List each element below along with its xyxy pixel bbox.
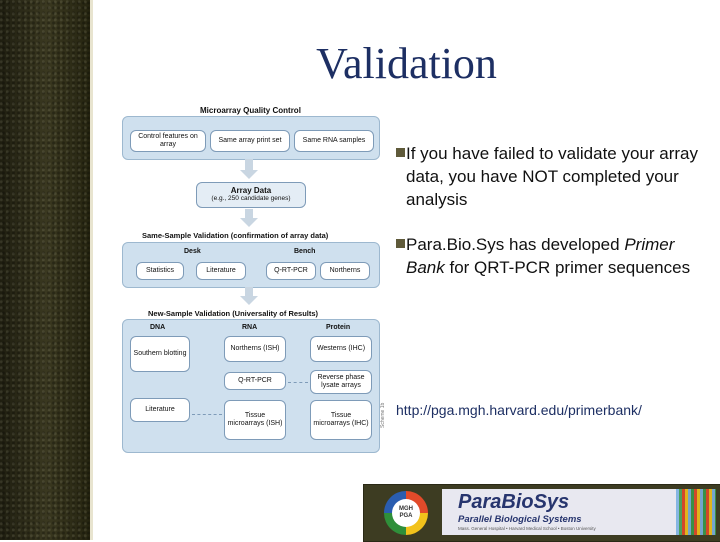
new-sample-title: New-Sample Validation (Universality of Results) (148, 309, 319, 318)
qc-box-rna-samples: Same RNA samples (294, 130, 374, 152)
flow-arrow-2 (240, 218, 258, 227)
protein-tissue-microarrays-box: Tissue microarrays (IHC) (310, 400, 372, 440)
parabiosys-affiliations: Mass. General Hospital • Harvard Medical School • Boston University (458, 526, 596, 531)
data-pattern-graphic (676, 489, 716, 535)
array-data-example: (e.g., 250 candidate genes) (211, 195, 291, 202)
rna-tissue-microarrays-box: Tissue microarrays (ISH) (224, 400, 286, 440)
bullet-list (396, 142, 716, 301)
parabiosys-wordmark (442, 489, 682, 535)
rna-qrt-pcr-box: Q-RT-PCR (224, 372, 286, 390)
decorative-left-band (0, 0, 93, 540)
bullet-text-1: If you have failed to validate your array data, you have NOT completed your analysis (406, 144, 698, 209)
rna-column-label: RNA (242, 324, 258, 331)
qc-box-print-set: Same array print set (210, 130, 290, 152)
protein-column-label: Protein (326, 324, 351, 331)
primer-bank-emphasis: Primer Bank (406, 235, 675, 277)
bullet-2-suffix: for QRT-PCR primer sequences (444, 258, 691, 277)
qc-box-control-features: Control features on array (130, 130, 206, 152)
dna-literature-box: Literature (130, 398, 190, 422)
bullet-marker (396, 148, 405, 157)
northerns-box: Northerns (320, 262, 370, 280)
protein-westerns-box: Westerns (IHC) (310, 336, 372, 362)
qrt-pcr-box: Q-RT-PCR (266, 262, 316, 280)
slide-title: Validation (316, 39, 497, 88)
statistics-box: Statistics (136, 262, 184, 280)
figure-credit: Scheme 1b (380, 402, 386, 428)
rna-protein-divider (288, 382, 308, 383)
primerbank-link[interactable]: http://pga.mgh.harvard.edu/primerbank/ (396, 402, 642, 418)
dna-column-label: DNA (150, 324, 166, 331)
mgh-pga-logo-text (392, 499, 420, 527)
bullet-2-prefix: Para.Bio.Sys has developed (406, 235, 625, 254)
parabiosys-subtitle: Parallel Biological Systems (458, 514, 582, 525)
pga-text: PGA (399, 513, 413, 519)
bullet-item-1 (396, 142, 716, 211)
bullet-text-2 (396, 233, 716, 279)
parabiosys-logo-banner (363, 484, 720, 542)
literature-box: Literature (196, 262, 246, 280)
desk-label: Desk (184, 248, 201, 255)
parabiosys-name: ParaBioSys (458, 491, 570, 513)
flow-arrow-1 (240, 170, 258, 179)
bench-label: Bench (294, 248, 316, 255)
validation-flow-diagram (122, 106, 384, 450)
dna-rna-divider (192, 414, 222, 415)
same-sample-title: Same-Sample Validation (confirmation of array data) (142, 231, 329, 240)
array-data-box (196, 182, 306, 208)
qc-title: Microarray Quality Control (200, 106, 301, 115)
bullet-marker (396, 239, 405, 248)
bullet-item-2 (396, 233, 716, 279)
array-data-label: Array Data (230, 186, 272, 195)
mgh-text: MGH (399, 506, 413, 512)
protein-lysate-arrays-box: Reverse phase lysate arrays (310, 370, 372, 394)
southern-blotting-box: Southern blotting (130, 336, 190, 372)
rna-northerns-box: Northerns (ISH) (224, 336, 286, 362)
flow-arrow-3 (240, 296, 258, 305)
mgh-pga-logo-icon (384, 491, 428, 535)
